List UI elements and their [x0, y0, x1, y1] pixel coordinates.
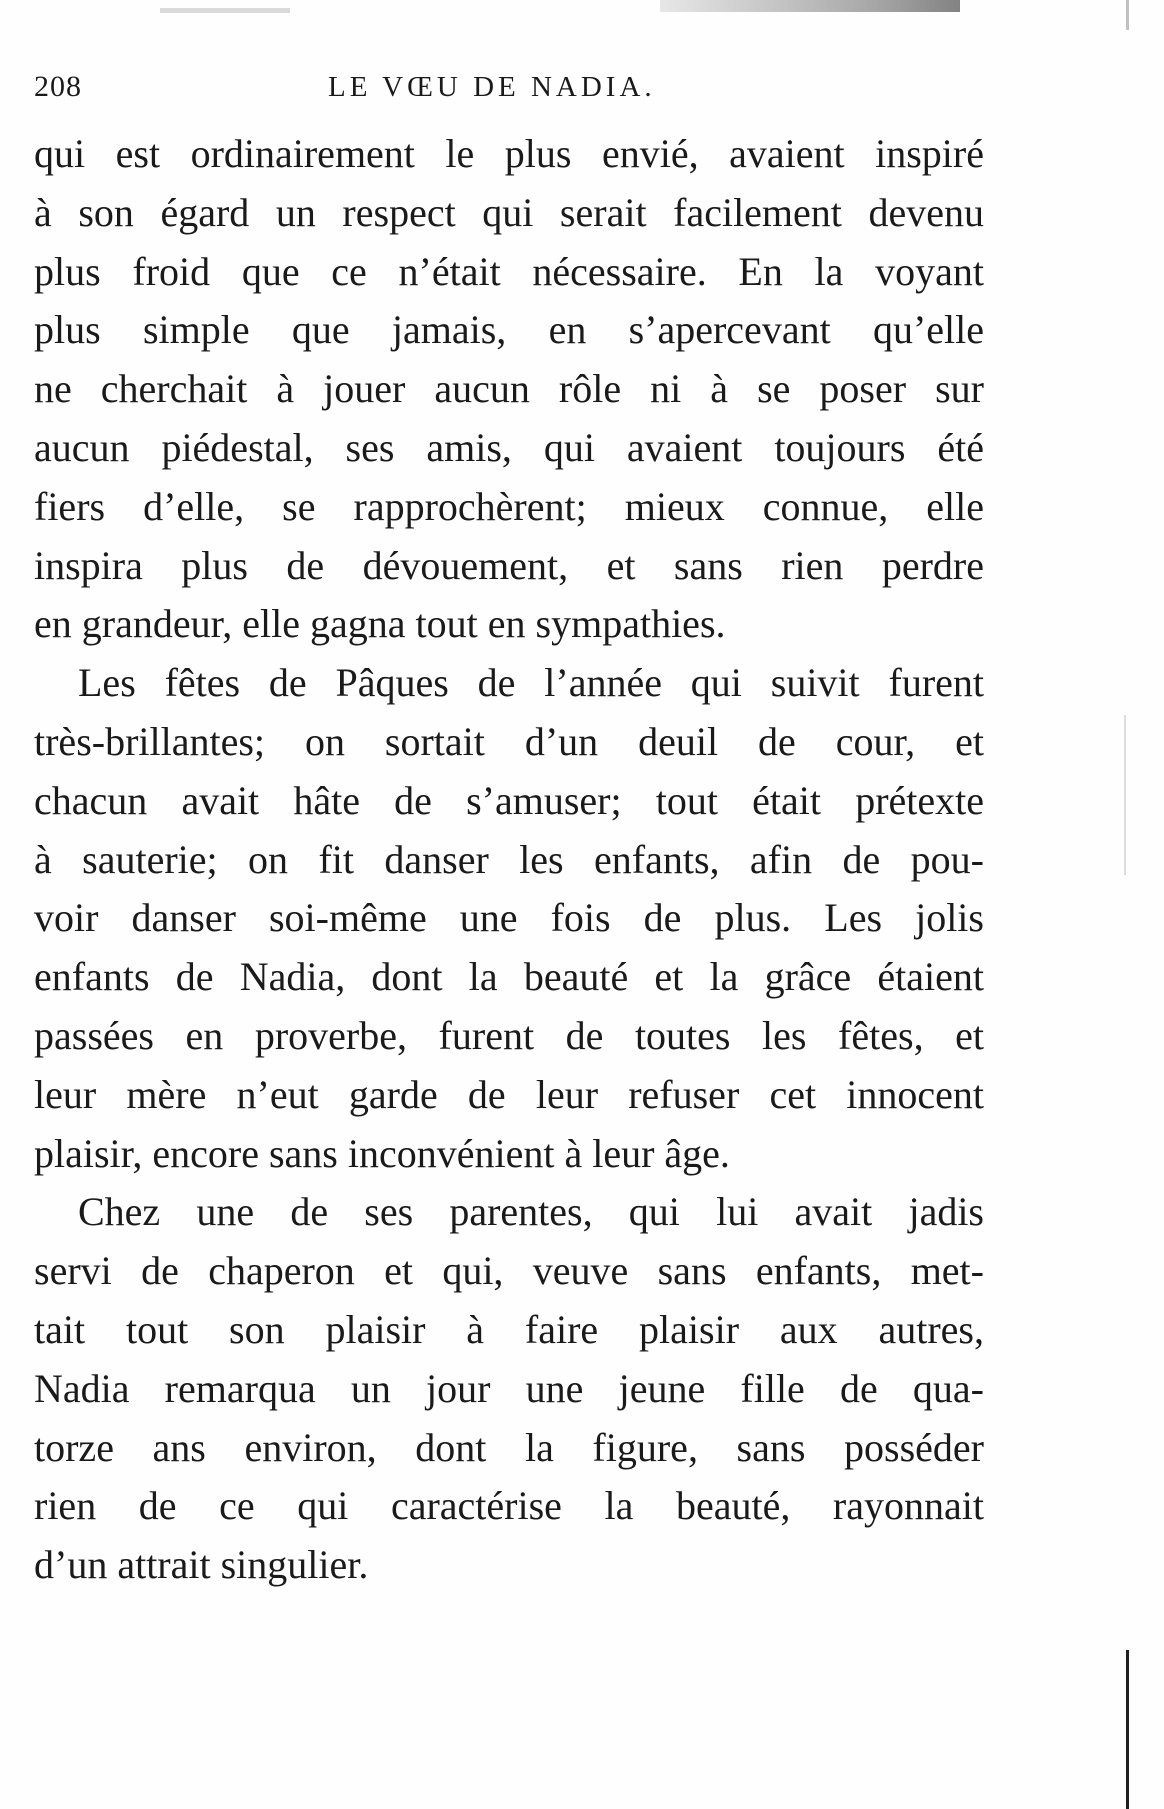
- text-line: chacun avait hâte de s’amuser; tout était prétexte: [34, 777, 984, 823]
- text-line: plus froid que ce n’était nécessaire. En la voyant: [34, 248, 984, 294]
- text-line: Les fêtes de Pâques de l’année qui suivit furent: [78, 660, 984, 706]
- scan-edge-mark: [1126, 0, 1129, 30]
- text-line: en grandeur, elle gagna tout en sympathies.: [34, 601, 726, 647]
- scan-edge-mark: [1126, 1650, 1129, 1809]
- text-line: très-brillantes; on sortait d’un deuil de cour, et: [34, 718, 984, 764]
- page-number: 208: [34, 70, 82, 103]
- scan-edge-mark: [660, 0, 960, 12]
- running-title: LE VŒU DE NADIA.: [328, 71, 656, 103]
- body-text: [34, 125, 984, 1595]
- text-line: rien de ce qui caractérise la beauté, rayonnait: [34, 1483, 984, 1529]
- text-line: Nadia remarqua un jour une jeune fille de qua-: [34, 1365, 984, 1411]
- text-line: d’un attrait singulier.: [34, 1542, 369, 1588]
- text-line: passées en proverbe, furent de toutes les fêtes, et: [34, 1012, 984, 1058]
- text-line: fiers d’elle, se rapprochèrent; mieux connue, elle: [34, 483, 984, 529]
- text-line: ne cherchait à jouer aucun rôle ni à se poser sur: [34, 366, 984, 412]
- text-line: plus simple que jamais, en s’apercevant qu’elle: [34, 307, 984, 353]
- text-line: qui est ordinairement le plus envié, avaient inspiré: [34, 131, 984, 176]
- text-line: torze ans environ, dont la figure, sans posséder: [34, 1424, 984, 1470]
- text-line: servi de chaperon et qui, veuve sans enfants, met-: [34, 1248, 984, 1294]
- text-line: enfants de Nadia, dont la beauté et la grâce étaient: [34, 954, 984, 1000]
- text-line: aucun piédestal, ses amis, qui avaient toujours été: [34, 424, 984, 470]
- text-line: Chez une de ses parentes, qui lui avait jadis: [78, 1189, 984, 1235]
- text-line: voir danser soi-même une fois de plus. Les jolis: [34, 895, 984, 941]
- scan-edge-mark: [1124, 715, 1126, 875]
- scan-edge-mark: [160, 8, 290, 13]
- text-line: tait tout son plaisir à faire plaisir aux autres,: [34, 1306, 984, 1352]
- text-line: à sauterie; on fit danser les enfants, afin de pou-: [34, 836, 984, 882]
- text-line: plaisir, encore sans inconvénient à leur âge.: [34, 1130, 730, 1176]
- text-line: inspira plus de dévouement, et sans rien perdre: [34, 542, 984, 588]
- text-line: leur mère n’eut garde de leur refuser cet innocent: [34, 1071, 984, 1117]
- text-line: à son égard un respect qui serait facilement devenu: [34, 189, 984, 235]
- running-head: [34, 70, 984, 114]
